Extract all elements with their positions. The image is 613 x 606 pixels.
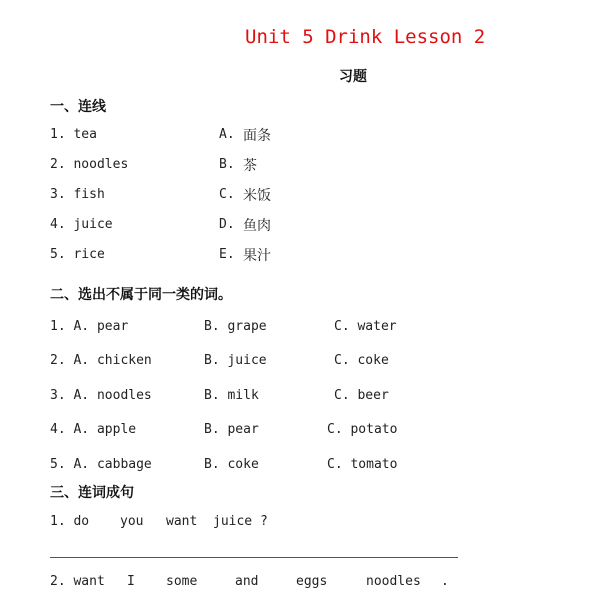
- match-left-item: 3. fish: [50, 187, 105, 202]
- scrambled-word: some: [166, 574, 198, 589]
- scrambled-word: juice ?: [213, 514, 268, 529]
- match-right-word: 茶: [243, 158, 257, 174]
- document-title: Unit 5 Drink Lesson 2: [245, 26, 486, 48]
- choice-option-c: C. tomato: [327, 457, 398, 472]
- choice-option-a: 1. A. pear: [50, 319, 129, 334]
- match-right-letter: E.: [219, 247, 235, 262]
- choice-option-b: B. juice: [204, 353, 267, 368]
- choice-option-a: 4. A. apple: [50, 422, 137, 437]
- choice-option-a: 5. A. cabbage: [50, 457, 152, 472]
- choice-option-b: B. milk: [204, 388, 259, 403]
- match-right-letter: A.: [219, 127, 235, 142]
- match-left-item: 4. juice: [50, 217, 113, 232]
- document-subtitle: 习题: [339, 69, 367, 85]
- scrambled-word: .: [441, 574, 449, 589]
- scrambled-word: and: [235, 574, 259, 589]
- choice-option-c: C. potato: [327, 422, 398, 437]
- section3-heading: 三、连词成句: [50, 485, 134, 501]
- choice-option-b: B. grape: [204, 319, 267, 334]
- answer-line: [50, 557, 458, 558]
- match-right-letter: C.: [219, 187, 235, 202]
- scrambled-word: 2. want: [50, 574, 105, 589]
- scrambled-word: eggs: [296, 574, 328, 589]
- choice-option-b: B. pear: [204, 422, 259, 437]
- choice-option-c: C. water: [334, 319, 397, 334]
- scrambled-word: 1. do: [50, 514, 90, 529]
- choice-option-a: 2. A. chicken: [50, 353, 152, 368]
- scrambled-word: want: [166, 514, 198, 529]
- match-left-item: 1. tea: [50, 127, 97, 142]
- match-right-word: 鱼肉: [243, 218, 271, 234]
- scrambled-word: noodles: [366, 574, 421, 589]
- match-right-letter: D.: [219, 217, 235, 232]
- scrambled-word: I: [127, 574, 135, 589]
- scrambled-word: you: [120, 514, 144, 529]
- choice-option-b: B. coke: [204, 457, 259, 472]
- choice-option-c: C. coke: [334, 353, 389, 368]
- choice-option-a: 3. A. noodles: [50, 388, 152, 403]
- match-right-letter: B.: [219, 157, 235, 172]
- match-right-word: 果汁: [243, 248, 271, 264]
- match-right-word: 面条: [243, 128, 271, 144]
- match-left-item: 2. noodles: [50, 157, 129, 172]
- choice-option-c: C. beer: [334, 388, 389, 403]
- section2-heading: 二、选出不属于同一类的词。: [50, 287, 232, 303]
- section1-heading: 一、连线: [50, 99, 106, 115]
- match-right-word: 米饭: [243, 188, 271, 204]
- match-left-item: 5. rice: [50, 247, 105, 262]
